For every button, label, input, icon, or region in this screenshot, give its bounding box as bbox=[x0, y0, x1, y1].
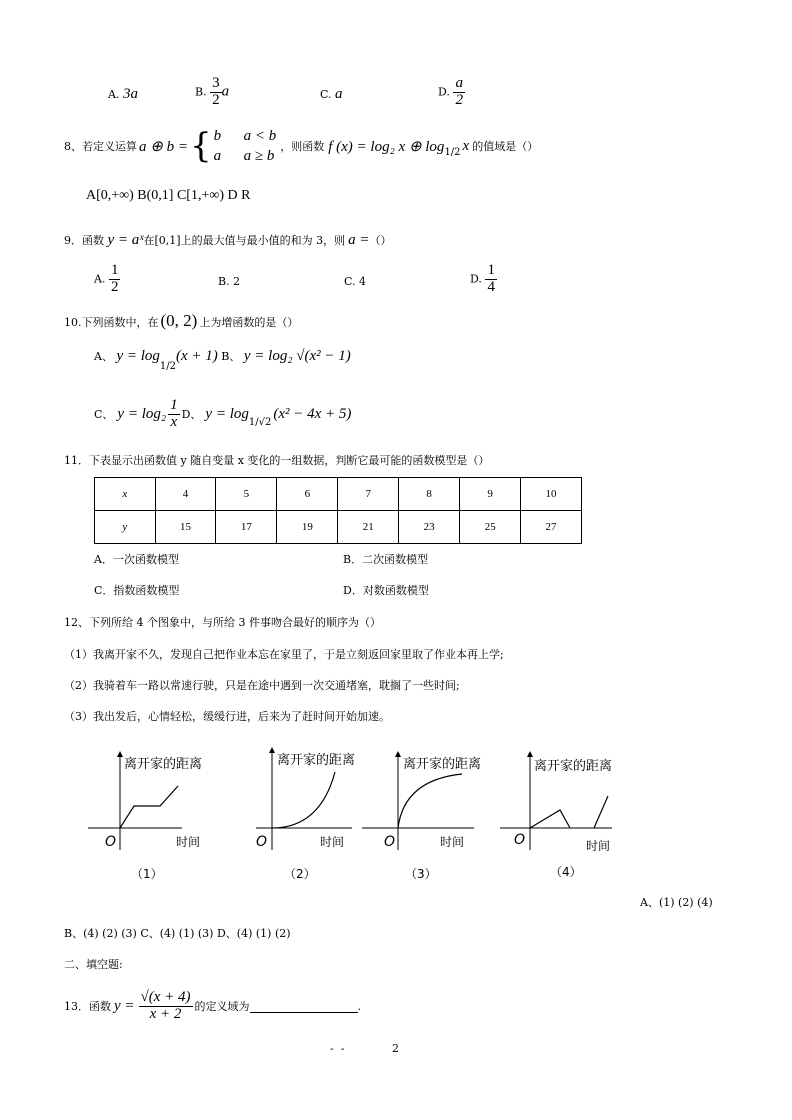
q12-option-a: A、(1) (2) (4) bbox=[640, 896, 713, 909]
graph-4-xlabel: 时间 bbox=[586, 839, 611, 853]
table-cell: 4 bbox=[155, 478, 216, 511]
q11-stem: 11．下表显示出函数值 y 随自变量 x 变化的一组数据，判断它最可能的函数模型是（） bbox=[64, 454, 490, 467]
table-cell: y bbox=[95, 511, 156, 544]
graph-2-xlabel: 时间 bbox=[320, 835, 345, 849]
table-cell: 10 bbox=[521, 478, 582, 511]
q10-option-cd: C、 y = log₂ $\frac{1}{x}$ D、 y = log $_{1/√2}$ (x² − 4x + 5) bbox=[94, 397, 352, 430]
graph-4-origin: O bbox=[514, 832, 526, 848]
graph-2 bbox=[256, 750, 355, 881]
q9-option-d: D. $\frac{1}{4}$ bbox=[470, 262, 495, 295]
q7-option-a: A. 3a bbox=[108, 86, 138, 102]
q7-a-value: 3a bbox=[122, 86, 138, 102]
q12-options-bcd: B、(4) (2) (3) C、(4) (1) (3) D、(4) (1) (2) bbox=[64, 927, 291, 940]
q12-graphs bbox=[0, 740, 792, 890]
table-cell: 6 bbox=[277, 478, 338, 511]
section-fill-in-title: 二、填空题: bbox=[64, 958, 123, 971]
table-cell: 27 bbox=[521, 511, 582, 544]
graph-3-ylabel: 离开家的距离 bbox=[403, 757, 482, 772]
q9-option-b: B. 2 bbox=[218, 275, 241, 288]
table-cell: 7 bbox=[338, 478, 399, 511]
table-cell: 5 bbox=[216, 478, 277, 511]
footer-dashes: - - bbox=[330, 1042, 345, 1055]
q11-option-b: B．二次函数模型 bbox=[343, 553, 429, 566]
graph-2-origin: O bbox=[256, 834, 268, 850]
graph-3-xlabel: 时间 bbox=[440, 835, 465, 849]
q9-stem: 9．函数 y = aˣ在[0,1]上的最大值与最小值的和为 3，则 a =（） bbox=[64, 232, 392, 248]
table-cell: 17 bbox=[216, 511, 277, 544]
table-cell: 21 bbox=[338, 511, 399, 544]
table-cell: 8 bbox=[399, 478, 460, 511]
q11-option-d: D．对数函数模型 bbox=[343, 584, 429, 597]
table-cell: 25 bbox=[460, 511, 521, 544]
graph-1-origin: O bbox=[105, 834, 117, 850]
q8-options: A[0,+∞) B(0,1] C[1,+∞) D R bbox=[86, 188, 251, 203]
q12-event-2: （2）我骑着车一路以常速行驶，只是在途中遇到一次交通堵塞，耽搁了一些时间; bbox=[64, 679, 460, 692]
q10-option-ab: A、 $y = \log_{1/2}(x + 1)$ B、 y = log₂ √(x² − 1) bbox=[94, 348, 351, 373]
graph-4 bbox=[500, 754, 612, 879]
graph-3 bbox=[362, 754, 481, 881]
q7-b-fraction: $\frac{3}{2}$ bbox=[212, 75, 220, 108]
table-row-y bbox=[95, 511, 582, 544]
q7-option-d: D. $\frac{a}{2}$ bbox=[438, 75, 463, 108]
table-cell: 9 bbox=[460, 478, 521, 511]
graph-4-ylabel: 离开家的距离 bbox=[534, 759, 613, 774]
q7-d-fraction: $\frac{a}{2}$ bbox=[455, 75, 463, 108]
table-cell: 15 bbox=[155, 511, 216, 544]
q11-data-table bbox=[94, 477, 582, 544]
q13-stem: 13．函数 y = $\frac{√(x + 4)}{x + 2}$ 的定义域为 . bbox=[64, 989, 362, 1022]
q9-option-c: C. 4 bbox=[344, 275, 367, 288]
q10-stem: 10.下列函数中，在 (0, 2) 上为增函数的是（） bbox=[64, 311, 299, 330]
q8-stem: 8、若定义运算 a ⊕ b = { b a < b a a ≥ b ，则函数 f (x) = log₂ x ⊕ log $_{1/2}$ x 的值域是（） bbox=[64, 126, 539, 166]
q12-event-3: （3）我出发后，心情轻松，缓缓行进，后来为了赶时间开始加速。 bbox=[64, 710, 390, 723]
table-cell: x bbox=[95, 478, 156, 511]
graph-1-ylabel: 离开家的距离 bbox=[124, 757, 203, 772]
graph-1-caption: （1） bbox=[131, 867, 163, 881]
graph-2-ylabel: 离开家的距离 bbox=[277, 753, 356, 768]
q12-stem: 12、下列所给 4 个图象中，与所给 3 件事吻合最好的顺序为（） bbox=[64, 616, 381, 629]
graph-4-caption: （4） bbox=[550, 865, 582, 879]
q7-option-c: C. a bbox=[320, 86, 343, 102]
q11-option-a: A．一次函数模型 bbox=[94, 553, 179, 566]
q12-event-1: （1）我离开家不久，发现自己把作业本忘在家里了，于是立刻返回家里取了作业本再上学; bbox=[64, 648, 504, 661]
graph-1-xlabel: 时间 bbox=[176, 835, 201, 849]
q11-option-c: C．指数函数模型 bbox=[94, 584, 180, 597]
graph-2-caption: （2） bbox=[284, 867, 316, 881]
graph-3-origin: O bbox=[384, 834, 396, 850]
table-cell: 19 bbox=[277, 511, 338, 544]
q13-answer-blank[interactable] bbox=[250, 1000, 358, 1013]
graph-1 bbox=[88, 754, 202, 881]
q8-brace: { bbox=[189, 126, 212, 166]
table-cell: 23 bbox=[399, 511, 460, 544]
q9-option-a: A. $\frac{1}{2}$ bbox=[94, 262, 119, 295]
table-row-x bbox=[95, 478, 582, 511]
q7-option-b: B. $\frac{3}{2}$ a bbox=[195, 75, 230, 108]
graph-3-caption: （3） bbox=[405, 867, 437, 881]
page-number: 2 bbox=[392, 1042, 399, 1055]
